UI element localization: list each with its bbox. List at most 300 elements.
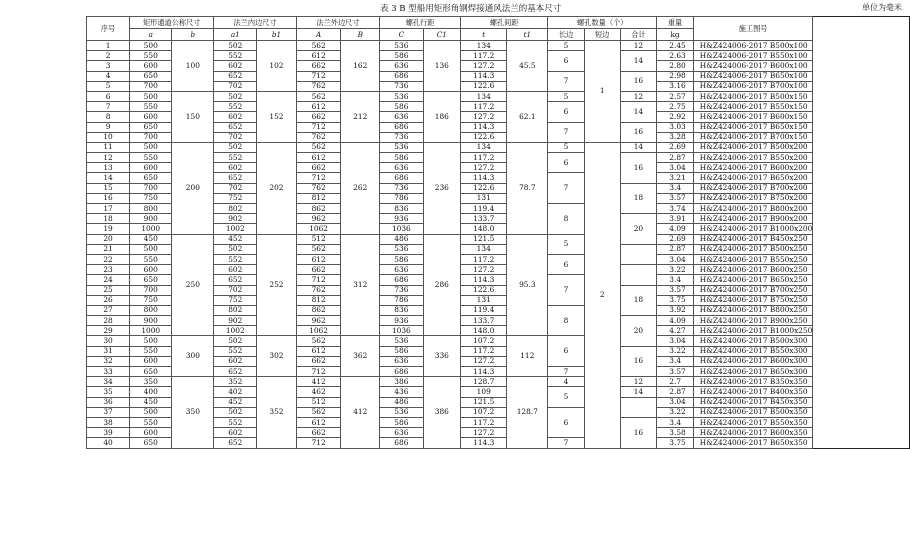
header-weight: 重量 bbox=[657, 17, 694, 29]
table-row bbox=[87, 234, 910, 244]
cell-seq: 9 bbox=[87, 122, 130, 132]
cell-C: 686 bbox=[380, 438, 423, 448]
cell-total bbox=[620, 265, 657, 285]
cell-b1: 252 bbox=[257, 234, 297, 336]
cell-A: 812 bbox=[296, 295, 341, 305]
header-C1: C1 bbox=[423, 29, 460, 41]
cell-A: 862 bbox=[296, 305, 341, 315]
cell-seq: 36 bbox=[87, 397, 130, 407]
cell-A: 412 bbox=[296, 377, 341, 387]
cell-a: 550 bbox=[130, 346, 172, 356]
header-outer: 法兰外边尺寸 bbox=[296, 17, 379, 29]
cell-drawing-no: H&Z424006-2017 B1000x250 bbox=[693, 326, 813, 336]
cell-weight: 3.22 bbox=[657, 346, 694, 356]
header-row-spacing: 螺孔行距 bbox=[380, 17, 461, 29]
cell-C1: 136 bbox=[423, 41, 460, 92]
header-short-side: 短边 bbox=[584, 29, 620, 41]
cell-seq: 37 bbox=[87, 407, 130, 417]
cell-b1: 152 bbox=[257, 91, 297, 142]
cell-a: 800 bbox=[130, 204, 172, 214]
cell-a1: 502 bbox=[214, 244, 257, 254]
cell-drawing-no: H&Z424006-2017 B800x250 bbox=[693, 305, 813, 315]
cell-seq: 30 bbox=[87, 336, 130, 346]
cell-a: 900 bbox=[130, 316, 172, 326]
cell-A: 662 bbox=[296, 265, 341, 275]
cell-weight: 2.98 bbox=[657, 71, 694, 81]
cell-A: 662 bbox=[296, 163, 341, 173]
cell-C: 486 bbox=[380, 397, 423, 407]
cell-t: 128.7 bbox=[461, 377, 507, 387]
cell-seq: 10 bbox=[87, 132, 130, 142]
cell-long-side: 5 bbox=[548, 41, 585, 51]
cell-a1: 452 bbox=[214, 397, 257, 407]
cell-C1: 236 bbox=[423, 142, 460, 234]
cell-a1: 652 bbox=[214, 275, 257, 285]
cell-b1: 302 bbox=[257, 336, 297, 377]
cell-weight: 4.09 bbox=[657, 316, 694, 326]
cell-drawing-no: H&Z424006-2017 B650x100 bbox=[693, 71, 813, 81]
cell-B: 262 bbox=[341, 142, 380, 234]
cell-long-side: 6 bbox=[548, 51, 585, 71]
cell-drawing-no: H&Z424006-2017 B550x350 bbox=[693, 417, 813, 427]
cell-a1: 652 bbox=[214, 173, 257, 183]
cell-A: 612 bbox=[296, 254, 341, 264]
cell-a1: 552 bbox=[214, 153, 257, 163]
cell-long-side: 7 bbox=[548, 173, 585, 204]
cell-C: 536 bbox=[380, 41, 423, 51]
cell-a: 600 bbox=[130, 112, 172, 122]
cell-seq: 18 bbox=[87, 214, 130, 224]
cell-C: 636 bbox=[380, 428, 423, 438]
cell-a: 650 bbox=[130, 122, 172, 132]
cell-a: 550 bbox=[130, 153, 172, 163]
cell-C1: 386 bbox=[423, 377, 460, 448]
cell-t1: 95.3 bbox=[507, 234, 548, 336]
cell-seq: 38 bbox=[87, 417, 130, 427]
cell-t: 127.2 bbox=[461, 61, 507, 71]
cell-A: 612 bbox=[296, 153, 341, 163]
cell-weight: 3.04 bbox=[657, 254, 694, 264]
cell-t1: 45.5 bbox=[507, 41, 548, 92]
cell-C1: 286 bbox=[423, 234, 460, 336]
cell-drawing-no: H&Z424006-2017 B900x250 bbox=[693, 316, 813, 326]
cell-t: 122.6 bbox=[461, 132, 507, 142]
cell-t: 134 bbox=[461, 244, 507, 254]
cell-C: 636 bbox=[380, 265, 423, 275]
flange-dimension-table bbox=[86, 16, 910, 449]
cell-weight: 2.57 bbox=[657, 91, 694, 101]
header-nominal: 矩形通道公称尺寸 bbox=[130, 17, 214, 29]
cell-A: 962 bbox=[296, 316, 341, 326]
cell-C: 686 bbox=[380, 71, 423, 81]
cell-C: 586 bbox=[380, 417, 423, 427]
cell-seq: 32 bbox=[87, 356, 130, 366]
cell-drawing-no: H&Z424006-2017 B550x250 bbox=[693, 254, 813, 264]
cell-b: 100 bbox=[172, 41, 214, 92]
cell-a: 550 bbox=[130, 51, 172, 61]
cell-a: 650 bbox=[130, 275, 172, 285]
cell-t1: 78.7 bbox=[507, 142, 548, 234]
cell-weight: 3.4 bbox=[657, 275, 694, 285]
header-row-1 bbox=[87, 17, 910, 29]
cell-weight: 2.87 bbox=[657, 244, 694, 254]
cell-total bbox=[620, 397, 657, 417]
cell-drawing-no: H&Z424006-2017 B550x150 bbox=[693, 102, 813, 112]
cell-t: 134 bbox=[461, 91, 507, 101]
cell-a: 800 bbox=[130, 305, 172, 315]
cell-long-side: 4 bbox=[548, 377, 585, 387]
cell-seq: 28 bbox=[87, 316, 130, 326]
cell-seq: 25 bbox=[87, 285, 130, 295]
cell-a1: 552 bbox=[214, 254, 257, 264]
cell-seq: 40 bbox=[87, 438, 130, 448]
cell-total: 16 bbox=[620, 153, 657, 184]
cell-a1: 552 bbox=[214, 102, 257, 112]
cell-C: 636 bbox=[380, 112, 423, 122]
cell-long-side: 7 bbox=[548, 122, 585, 142]
cell-A: 662 bbox=[296, 61, 341, 71]
cell-A: 712 bbox=[296, 275, 341, 285]
cell-weight: 3.75 bbox=[657, 438, 694, 448]
header-hole-count: 螺孔数量（个） bbox=[548, 17, 657, 29]
cell-total bbox=[620, 244, 657, 264]
cell-a: 600 bbox=[130, 265, 172, 275]
cell-C: 586 bbox=[380, 102, 423, 112]
cell-total: 18 bbox=[620, 183, 657, 214]
cell-a: 600 bbox=[130, 428, 172, 438]
cell-b1: 102 bbox=[257, 41, 297, 92]
cell-drawing-no: H&Z424006-2017 B450x350 bbox=[693, 397, 813, 407]
cell-a: 600 bbox=[130, 163, 172, 173]
cell-t: 122.6 bbox=[461, 81, 507, 91]
cell-A: 712 bbox=[296, 173, 341, 183]
header-inner: 法兰内边尺寸 bbox=[214, 17, 296, 29]
cell-drawing-no: H&Z424006-2017 B600x150 bbox=[693, 112, 813, 122]
cell-a1: 602 bbox=[214, 163, 257, 173]
cell-t: 119.4 bbox=[461, 305, 507, 315]
cell-total: 14 bbox=[620, 51, 657, 71]
cell-total: 16 bbox=[620, 71, 657, 91]
cell-weight: 3.28 bbox=[657, 132, 694, 142]
cell-a1: 502 bbox=[214, 336, 257, 346]
cell-drawing-no: H&Z424006-2017 B600x350 bbox=[693, 428, 813, 438]
cell-seq: 1 bbox=[87, 41, 130, 51]
cell-A: 562 bbox=[296, 336, 341, 346]
cell-weight: 3.04 bbox=[657, 163, 694, 173]
cell-drawing-no: H&Z424006-2017 B400x350 bbox=[693, 387, 813, 397]
cell-b: 300 bbox=[172, 336, 214, 377]
cell-a: 500 bbox=[130, 244, 172, 254]
cell-A: 662 bbox=[296, 428, 341, 438]
cell-a1: 652 bbox=[214, 71, 257, 81]
cell-weight: 3.4 bbox=[657, 417, 694, 427]
cell-a: 550 bbox=[130, 254, 172, 264]
header-t1: t1 bbox=[507, 29, 548, 41]
cell-a1: 602 bbox=[214, 356, 257, 366]
cell-C: 486 bbox=[380, 234, 423, 244]
cell-A: 662 bbox=[296, 112, 341, 122]
cell-long-side: 7 bbox=[548, 367, 585, 377]
cell-weight: 4.27 bbox=[657, 326, 694, 336]
cell-seq: 15 bbox=[87, 183, 130, 193]
cell-long-side: 6 bbox=[548, 254, 585, 274]
cell-long-side: 5 bbox=[548, 91, 585, 101]
cell-drawing-no: H&Z424006-2017 B900x200 bbox=[693, 214, 813, 224]
cell-seq: 13 bbox=[87, 163, 130, 173]
cell-long-side: 8 bbox=[548, 204, 585, 235]
cell-a: 700 bbox=[130, 132, 172, 142]
cell-t1: 112 bbox=[507, 336, 548, 377]
cell-C: 536 bbox=[380, 407, 423, 417]
cell-C: 836 bbox=[380, 204, 423, 214]
cell-long-side: 6 bbox=[548, 102, 585, 122]
cell-t1: 62.1 bbox=[507, 91, 548, 142]
cell-A: 1062 bbox=[296, 224, 341, 234]
header-C: C bbox=[380, 29, 423, 41]
cell-weight: 3.22 bbox=[657, 407, 694, 417]
cell-a1: 402 bbox=[214, 387, 257, 397]
cell-t: 131 bbox=[461, 193, 507, 203]
cell-weight: 2.87 bbox=[657, 153, 694, 163]
cell-a1: 702 bbox=[214, 81, 257, 91]
cell-short-side: 2 bbox=[584, 142, 620, 448]
cell-C: 786 bbox=[380, 295, 423, 305]
cell-seq: 22 bbox=[87, 254, 130, 264]
cell-a1: 802 bbox=[214, 305, 257, 315]
cell-t: 107.2 bbox=[461, 407, 507, 417]
header-pitch: 螺孔间距 bbox=[461, 17, 548, 29]
cell-B: 362 bbox=[341, 336, 380, 377]
cell-total: 16 bbox=[620, 346, 657, 377]
cell-C: 686 bbox=[380, 275, 423, 285]
table-row bbox=[87, 377, 910, 387]
cell-total: 18 bbox=[620, 285, 657, 316]
cell-A: 762 bbox=[296, 132, 341, 142]
cell-t: 127.2 bbox=[461, 428, 507, 438]
cell-total: 14 bbox=[620, 387, 657, 397]
cell-weight: 3.4 bbox=[657, 183, 694, 193]
cell-seq: 20 bbox=[87, 234, 130, 244]
cell-C: 936 bbox=[380, 214, 423, 224]
cell-drawing-no: H&Z424006-2017 B600x200 bbox=[693, 163, 813, 173]
cell-t: 117.2 bbox=[461, 102, 507, 112]
header-b: b bbox=[172, 29, 214, 41]
cell-a: 750 bbox=[130, 193, 172, 203]
cell-t: 117.2 bbox=[461, 51, 507, 61]
cell-weight: 3.03 bbox=[657, 122, 694, 132]
cell-b: 250 bbox=[172, 234, 214, 336]
cell-b: 150 bbox=[172, 91, 214, 142]
cell-C: 736 bbox=[380, 183, 423, 193]
cell-t: 114.3 bbox=[461, 122, 507, 132]
cell-drawing-no: H&Z424006-2017 B500x250 bbox=[693, 244, 813, 254]
header-a1: a1 bbox=[214, 29, 257, 41]
cell-drawing-no: H&Z424006-2017 B700x150 bbox=[693, 132, 813, 142]
cell-seq: 6 bbox=[87, 91, 130, 101]
cell-a: 700 bbox=[130, 183, 172, 193]
cell-C1: 336 bbox=[423, 336, 460, 377]
cell-t1: 128.7 bbox=[507, 377, 548, 448]
cell-a1: 602 bbox=[214, 265, 257, 275]
cell-seq: 24 bbox=[87, 275, 130, 285]
cell-A: 562 bbox=[296, 91, 341, 101]
cell-a1: 1002 bbox=[214, 326, 257, 336]
cell-weight: 2.80 bbox=[657, 61, 694, 71]
cell-C: 536 bbox=[380, 336, 423, 346]
cell-drawing-no: H&Z424006-2017 B750x250 bbox=[693, 295, 813, 305]
cell-b1: 352 bbox=[257, 377, 297, 448]
cell-seq: 19 bbox=[87, 224, 130, 234]
cell-C: 736 bbox=[380, 132, 423, 142]
cell-t: 133.7 bbox=[461, 214, 507, 224]
cell-t: 121.5 bbox=[461, 234, 507, 244]
cell-seq: 4 bbox=[87, 71, 130, 81]
cell-C: 1036 bbox=[380, 326, 423, 336]
cell-A: 712 bbox=[296, 367, 341, 377]
cell-a: 650 bbox=[130, 367, 172, 377]
cell-C: 536 bbox=[380, 91, 423, 101]
cell-t: 133.7 bbox=[461, 316, 507, 326]
cell-C: 386 bbox=[380, 377, 423, 387]
cell-long-side: 6 bbox=[548, 407, 585, 438]
table-body bbox=[87, 41, 910, 449]
cell-B: 162 bbox=[341, 41, 380, 92]
cell-seq: 29 bbox=[87, 326, 130, 336]
cell-a1: 652 bbox=[214, 438, 257, 448]
cell-drawing-no: H&Z424006-2017 B700x250 bbox=[693, 285, 813, 295]
cell-t: 114.3 bbox=[461, 275, 507, 285]
cell-a: 750 bbox=[130, 295, 172, 305]
cell-long-side: 5 bbox=[548, 142, 585, 152]
cell-A: 612 bbox=[296, 417, 341, 427]
cell-weight: 3.22 bbox=[657, 265, 694, 275]
cell-B: 312 bbox=[341, 234, 380, 336]
table-row bbox=[87, 142, 910, 152]
cell-a1: 652 bbox=[214, 122, 257, 132]
cell-a1: 452 bbox=[214, 234, 257, 244]
cell-drawing-no: H&Z424006-2017 B600x100 bbox=[693, 61, 813, 71]
cell-weight: 3.57 bbox=[657, 193, 694, 203]
cell-A: 562 bbox=[296, 41, 341, 51]
cell-a: 600 bbox=[130, 356, 172, 366]
cell-a1: 552 bbox=[214, 417, 257, 427]
cell-a1: 502 bbox=[214, 407, 257, 417]
cell-a1: 602 bbox=[214, 428, 257, 438]
cell-a1: 902 bbox=[214, 214, 257, 224]
cell-drawing-no: H&Z424006-2017 B450x250 bbox=[693, 234, 813, 244]
cell-C: 586 bbox=[380, 254, 423, 264]
cell-total: 14 bbox=[620, 102, 657, 122]
header-seq: 序号 bbox=[87, 17, 130, 41]
cell-a: 500 bbox=[130, 407, 172, 417]
cell-B: 412 bbox=[341, 377, 380, 448]
cell-weight: 3.04 bbox=[657, 397, 694, 407]
cell-A: 562 bbox=[296, 142, 341, 152]
cell-weight: 3.57 bbox=[657, 367, 694, 377]
cell-a1: 652 bbox=[214, 367, 257, 377]
cell-t: 148.0 bbox=[461, 224, 507, 234]
cell-a1: 752 bbox=[214, 193, 257, 203]
cell-a: 550 bbox=[130, 417, 172, 427]
cell-a: 450 bbox=[130, 397, 172, 407]
cell-A: 1062 bbox=[296, 326, 341, 336]
cell-seq: 5 bbox=[87, 81, 130, 91]
cell-C: 536 bbox=[380, 142, 423, 152]
cell-drawing-no: H&Z424006-2017 B500x200 bbox=[693, 142, 813, 152]
cell-drawing-no: H&Z424006-2017 B500x350 bbox=[693, 407, 813, 417]
cell-seq: 8 bbox=[87, 112, 130, 122]
cell-C: 636 bbox=[380, 163, 423, 173]
cell-seq: 35 bbox=[87, 387, 130, 397]
header-b1: b1 bbox=[257, 29, 297, 41]
cell-t: 131 bbox=[461, 295, 507, 305]
cell-seq: 34 bbox=[87, 377, 130, 387]
cell-long-side: 6 bbox=[548, 153, 585, 173]
cell-total: 20 bbox=[620, 316, 657, 347]
cell-a: 1000 bbox=[130, 224, 172, 234]
cell-weight: 3.58 bbox=[657, 428, 694, 438]
cell-weight: 3.04 bbox=[657, 336, 694, 346]
cell-a1: 702 bbox=[214, 183, 257, 193]
header-drawing: 施工图号 bbox=[693, 17, 813, 41]
cell-t: 117.2 bbox=[461, 153, 507, 163]
header-B: B bbox=[341, 29, 380, 41]
cell-drawing-no: H&Z424006-2017 B550x100 bbox=[693, 51, 813, 61]
cell-C: 1036 bbox=[380, 224, 423, 234]
cell-a: 650 bbox=[130, 173, 172, 183]
cell-a1: 552 bbox=[214, 346, 257, 356]
cell-weight: 3.92 bbox=[657, 305, 694, 315]
cell-C: 586 bbox=[380, 51, 423, 61]
cell-long-side: 7 bbox=[548, 275, 585, 306]
cell-seq: 33 bbox=[87, 367, 130, 377]
cell-A: 862 bbox=[296, 204, 341, 214]
cell-drawing-no: H&Z424006-2017 B600x250 bbox=[693, 265, 813, 275]
cell-t: 122.6 bbox=[461, 183, 507, 193]
cell-a1: 1002 bbox=[214, 224, 257, 234]
cell-A: 462 bbox=[296, 387, 341, 397]
cell-A: 712 bbox=[296, 122, 341, 132]
cell-drawing-no: H&Z424006-2017 B550x200 bbox=[693, 153, 813, 163]
cell-A: 712 bbox=[296, 438, 341, 448]
cell-a1: 502 bbox=[214, 91, 257, 101]
cell-C: 586 bbox=[380, 346, 423, 356]
cell-C: 736 bbox=[380, 81, 423, 91]
cell-b: 200 bbox=[172, 142, 214, 234]
cell-drawing-no: H&Z424006-2017 B550x300 bbox=[693, 346, 813, 356]
header-t: t bbox=[461, 29, 507, 41]
cell-t: 127.2 bbox=[461, 163, 507, 173]
cell-a: 650 bbox=[130, 71, 172, 81]
cell-C: 686 bbox=[380, 122, 423, 132]
cell-a1: 752 bbox=[214, 295, 257, 305]
cell-a: 700 bbox=[130, 285, 172, 295]
cell-weight: 2.92 bbox=[657, 112, 694, 122]
table-caption bbox=[0, 2, 910, 16]
cell-A: 762 bbox=[296, 285, 341, 295]
cell-drawing-no: H&Z424006-2017 B800x200 bbox=[693, 204, 813, 214]
cell-drawing-no: H&Z424006-2017 B700x200 bbox=[693, 183, 813, 193]
cell-a: 550 bbox=[130, 102, 172, 112]
cell-total: 16 bbox=[620, 417, 657, 448]
cell-t: 134 bbox=[461, 142, 507, 152]
cell-a: 500 bbox=[130, 91, 172, 101]
cell-a: 650 bbox=[130, 438, 172, 448]
cell-weight: 2.63 bbox=[657, 51, 694, 61]
cell-a1: 702 bbox=[214, 285, 257, 295]
cell-A: 612 bbox=[296, 51, 341, 61]
cell-total: 16 bbox=[620, 122, 657, 142]
